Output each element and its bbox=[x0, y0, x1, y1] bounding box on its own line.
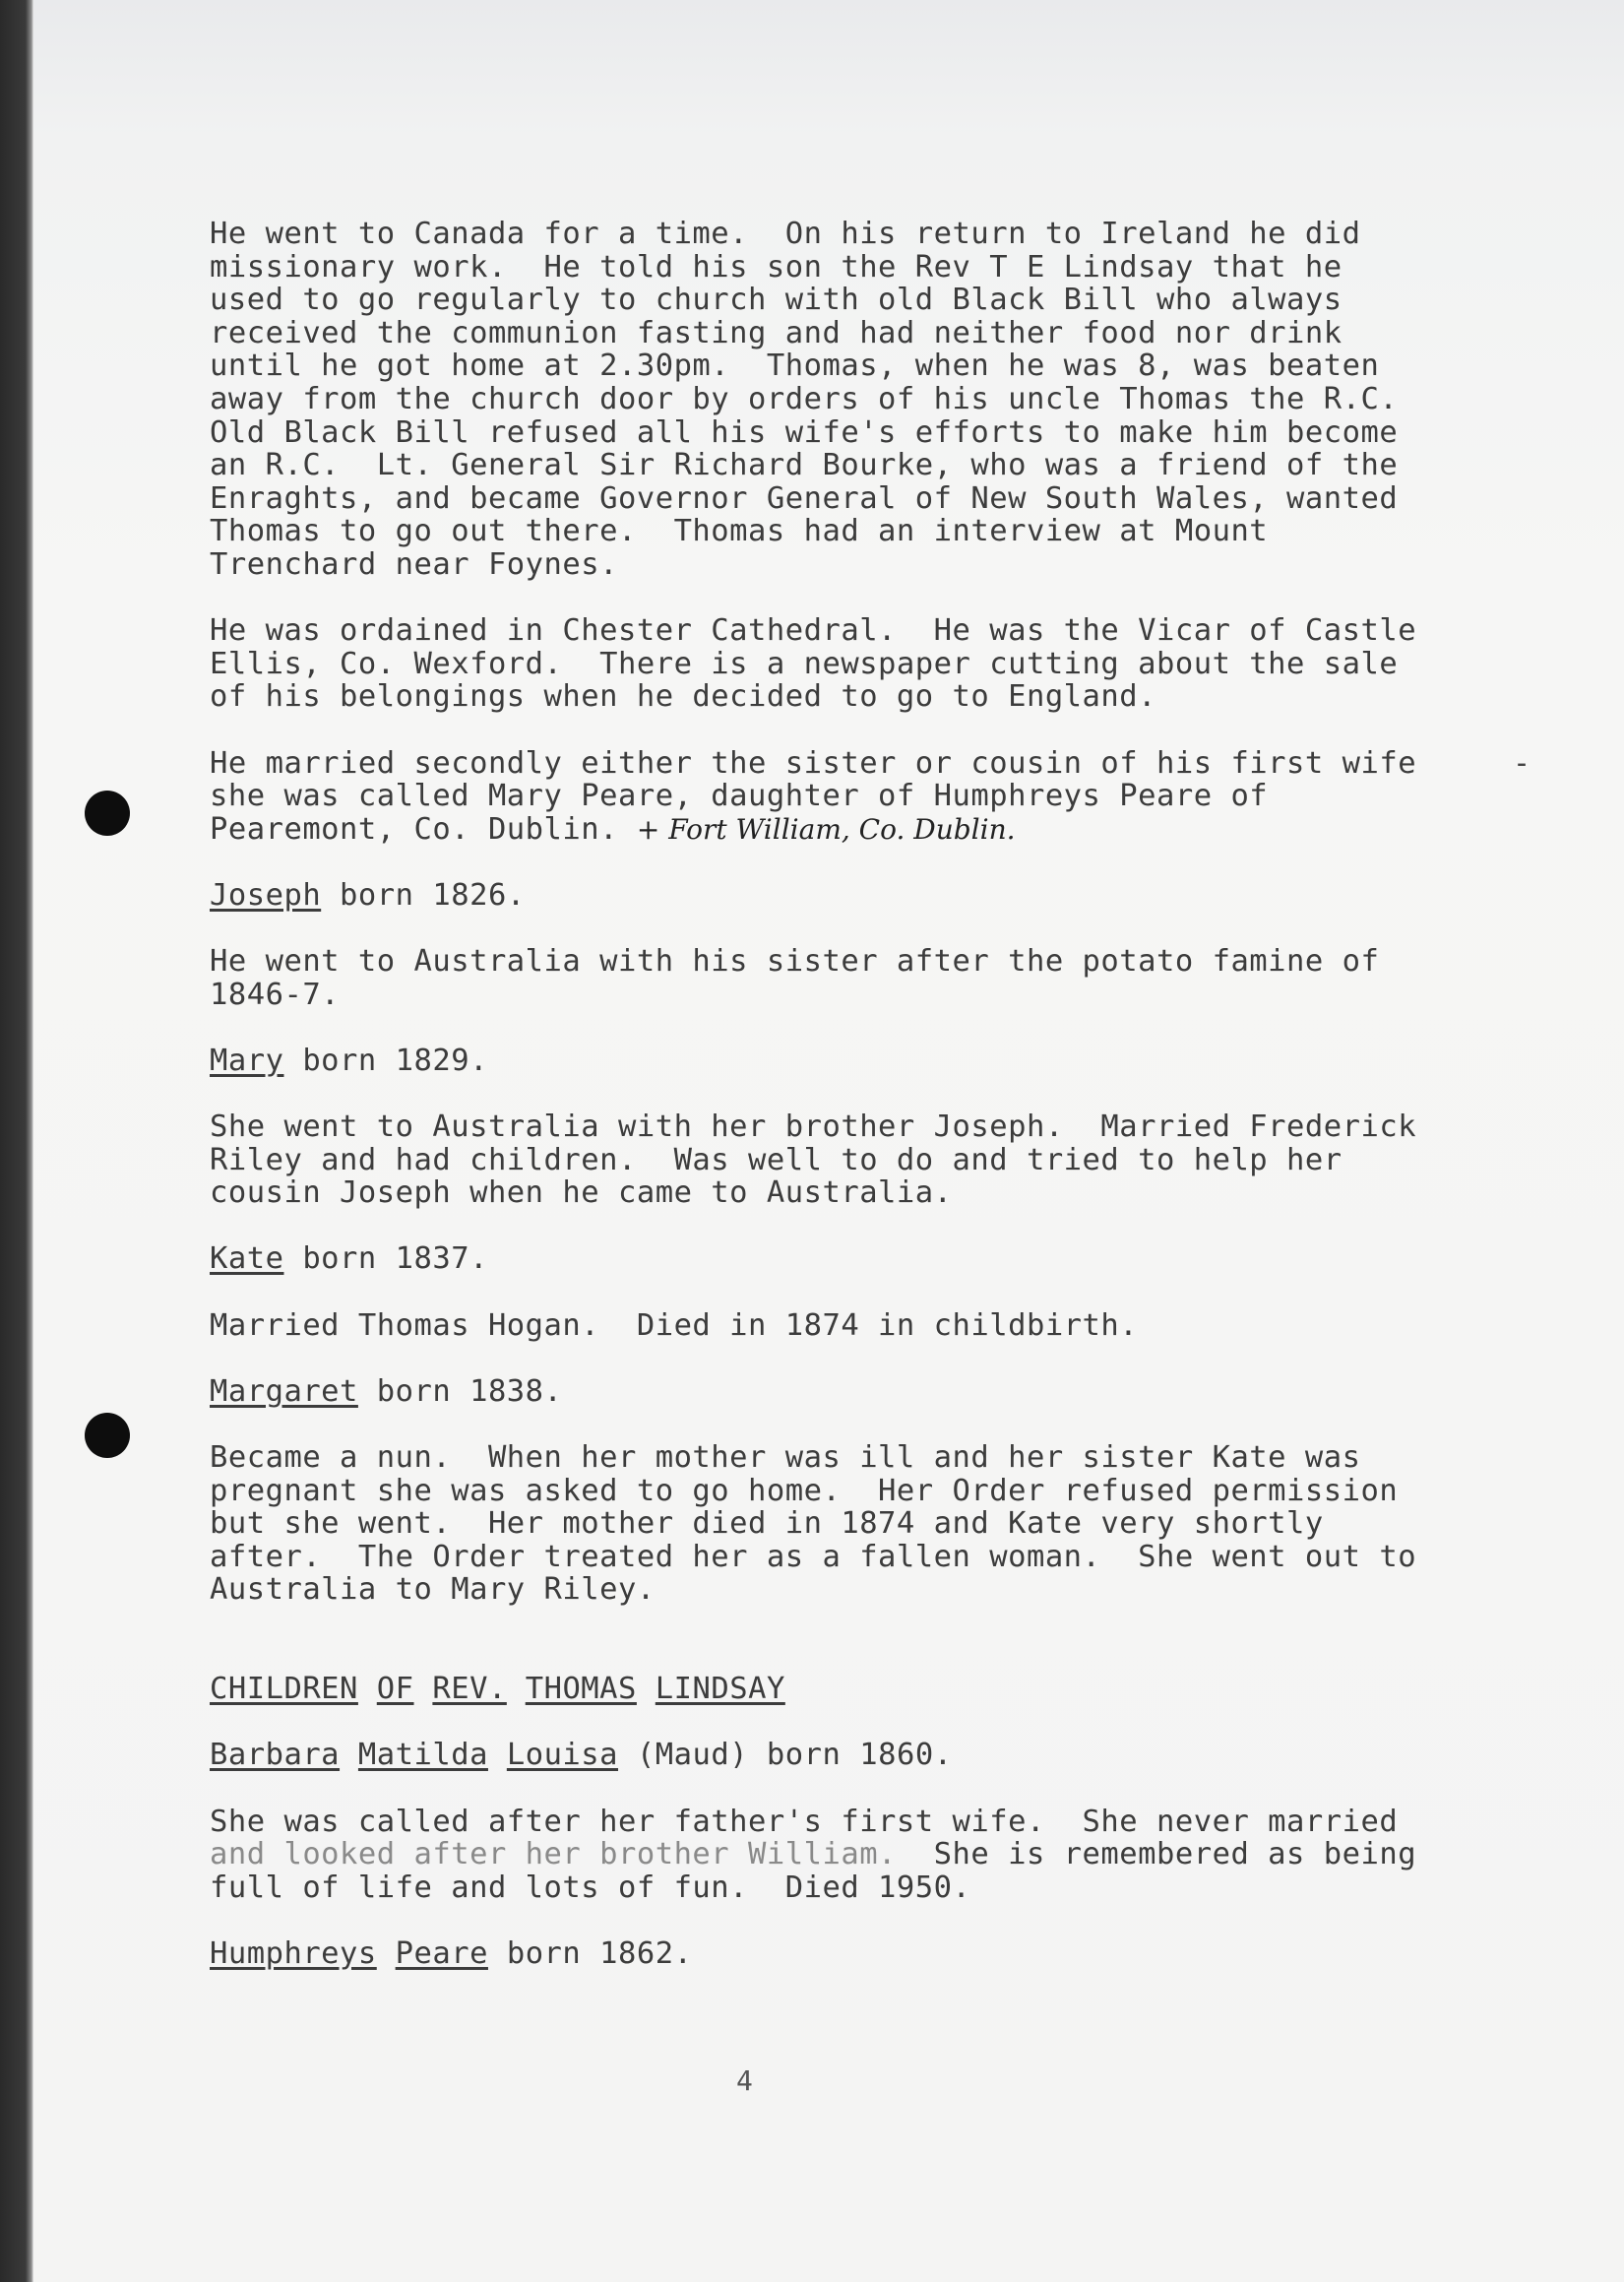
margaret-line-3: but she went. Her mother died in 1874 and Kate very shortly bbox=[210, 1506, 1324, 1542]
remarriage-line-3: Pearemont, Co. Dublin. bbox=[210, 811, 618, 847]
heading-humphreys bbox=[210, 1937, 1529, 1971]
canada-line-6: away from the church door by orders of his uncle Thomas the R.C. bbox=[210, 381, 1399, 416]
ordination-line-3: of his belongings when he decided to go to England. bbox=[210, 679, 1156, 715]
mary-line-1: She went to Australia with her brother Joseph. Married Frederick bbox=[210, 1109, 1417, 1145]
paragraph-ordination bbox=[210, 614, 1529, 714]
heading-joseph bbox=[210, 879, 1529, 913]
paragraph-canada bbox=[210, 218, 1529, 582]
heading-mary bbox=[210, 1045, 1529, 1078]
ordination-line-1: He was ordained in Chester Cathedral. He was the Vicar of Castle bbox=[210, 613, 1417, 649]
name-kate: Kate bbox=[210, 1241, 284, 1277]
heading-word-thomas: THOMAS bbox=[525, 1672, 637, 1707]
canada-line-4: received the communion fasting and had neither food nor drink bbox=[210, 315, 1343, 350]
name-mary: Mary bbox=[210, 1043, 284, 1078]
heading-barbara bbox=[210, 1739, 1529, 1772]
section-heading-children bbox=[210, 1673, 1529, 1706]
name-peare: Peare bbox=[395, 1935, 488, 1971]
barbara-line-1: She was called after her father's first wife. She never married bbox=[210, 1804, 1399, 1839]
canada-line-8: an R.C. Lt. General Sir Richard Bourke, who was a friend of the bbox=[210, 448, 1399, 483]
heading-margaret bbox=[210, 1375, 1529, 1409]
canada-line-7: Old Black Bill refused all his wife's efforts to make him become bbox=[210, 414, 1399, 450]
name-humphreys: Humphreys bbox=[210, 1935, 377, 1971]
canada-line-10: Thomas to go out there. Thomas had an interview at Mount bbox=[210, 514, 1269, 549]
barbara-line-2-faded: and looked after her brother William. bbox=[210, 1837, 897, 1872]
canada-line-2: missionary work. He told his son the Rev T E Lindsay that he bbox=[210, 249, 1343, 285]
margaret-line-1: Became a nun. When her mother was ill and her sister Kate was bbox=[210, 1439, 1361, 1475]
canada-line-5: until he got home at 2.30pm. Thomas, when he was 8, was beaten bbox=[210, 349, 1380, 384]
heading-word-lindsay: LINDSAY bbox=[655, 1672, 785, 1707]
born-kate: born 1837. bbox=[283, 1241, 488, 1277]
name-louisa: Louisa bbox=[506, 1738, 619, 1773]
canada-line-9: Enraghts, and became Governor General of New South Wales, wanted bbox=[210, 480, 1399, 516]
remarriage-line-2: she was called Mary Peare, daughter of Humphreys Peare of bbox=[210, 779, 1269, 814]
trailing-dash: - bbox=[1513, 746, 1531, 781]
born-barbara: (Maud) born 1860. bbox=[618, 1738, 953, 1773]
paragraph-kate bbox=[210, 1309, 1529, 1343]
barbara-line-3: full of life and lots of fun. Died 1950. bbox=[210, 1870, 971, 1905]
born-margaret: born 1838. bbox=[357, 1373, 563, 1409]
born-humphreys: born 1862. bbox=[487, 1935, 693, 1971]
mary-line-2: Riley and had children. Was well to do and tried to help her bbox=[210, 1142, 1343, 1177]
heading-word-rev: REV. bbox=[432, 1672, 507, 1707]
paragraph-margaret bbox=[210, 1441, 1529, 1607]
document-body bbox=[210, 218, 1529, 1970]
remarriage-line-1: He married secondly either the sister or cousin of his first wife bbox=[210, 745, 1417, 781]
joseph-line-1: He went to Australia with his sister after the potato famine of bbox=[210, 944, 1380, 980]
page-left-edge-shadow bbox=[0, 0, 33, 2282]
name-margaret: Margaret bbox=[210, 1373, 358, 1409]
heading-word-of: OF bbox=[376, 1672, 414, 1707]
ordination-line-2: Ellis, Co. Wexford. There is a newspaper cutting about the sale bbox=[210, 646, 1399, 681]
born-joseph: born 1826. bbox=[321, 877, 526, 913]
punch-hole-top bbox=[85, 791, 130, 836]
name-joseph: Joseph bbox=[210, 877, 322, 913]
canada-line-11: Trenchard near Foynes. bbox=[210, 546, 618, 582]
paragraph-barbara bbox=[210, 1806, 1529, 1905]
heading-kate bbox=[210, 1242, 1529, 1276]
margaret-line-2: pregnant she was asked to go home. Her Order refused permission bbox=[210, 1473, 1399, 1508]
margaret-line-4: after. The Order treated her as a fallen woman. She went out to bbox=[210, 1539, 1417, 1574]
punch-hole-bottom bbox=[85, 1413, 130, 1458]
paragraph-mary bbox=[210, 1110, 1529, 1210]
handwritten-annotation: + Fort William, Co. Dublin. bbox=[636, 812, 1016, 846]
name-barbara: Barbara bbox=[210, 1738, 341, 1773]
paragraph-joseph bbox=[210, 945, 1529, 1011]
barbara-line-2-rest: She is remembered as being bbox=[896, 1837, 1417, 1872]
born-mary: born 1829. bbox=[283, 1043, 488, 1078]
mary-line-3: cousin Joseph when he came to Australia. bbox=[210, 1175, 953, 1211]
paragraph-remarriage bbox=[210, 747, 1529, 847]
margaret-line-5: Australia to Mary Riley. bbox=[210, 1572, 656, 1608]
kate-line-1: Married Thomas Hogan. Died in 1874 in childbirth. bbox=[210, 1307, 1139, 1343]
canada-line-3: used to go regularly to church with old Black Bill who always bbox=[210, 283, 1343, 318]
name-matilda: Matilda bbox=[357, 1738, 488, 1773]
joseph-line-2: 1846-7. bbox=[210, 977, 341, 1012]
page-number: 4 bbox=[736, 2064, 753, 2097]
heading-word-children: CHILDREN bbox=[210, 1672, 358, 1707]
canada-line-1: He went to Canada for a time. On his return to Ireland he did bbox=[210, 217, 1361, 251]
